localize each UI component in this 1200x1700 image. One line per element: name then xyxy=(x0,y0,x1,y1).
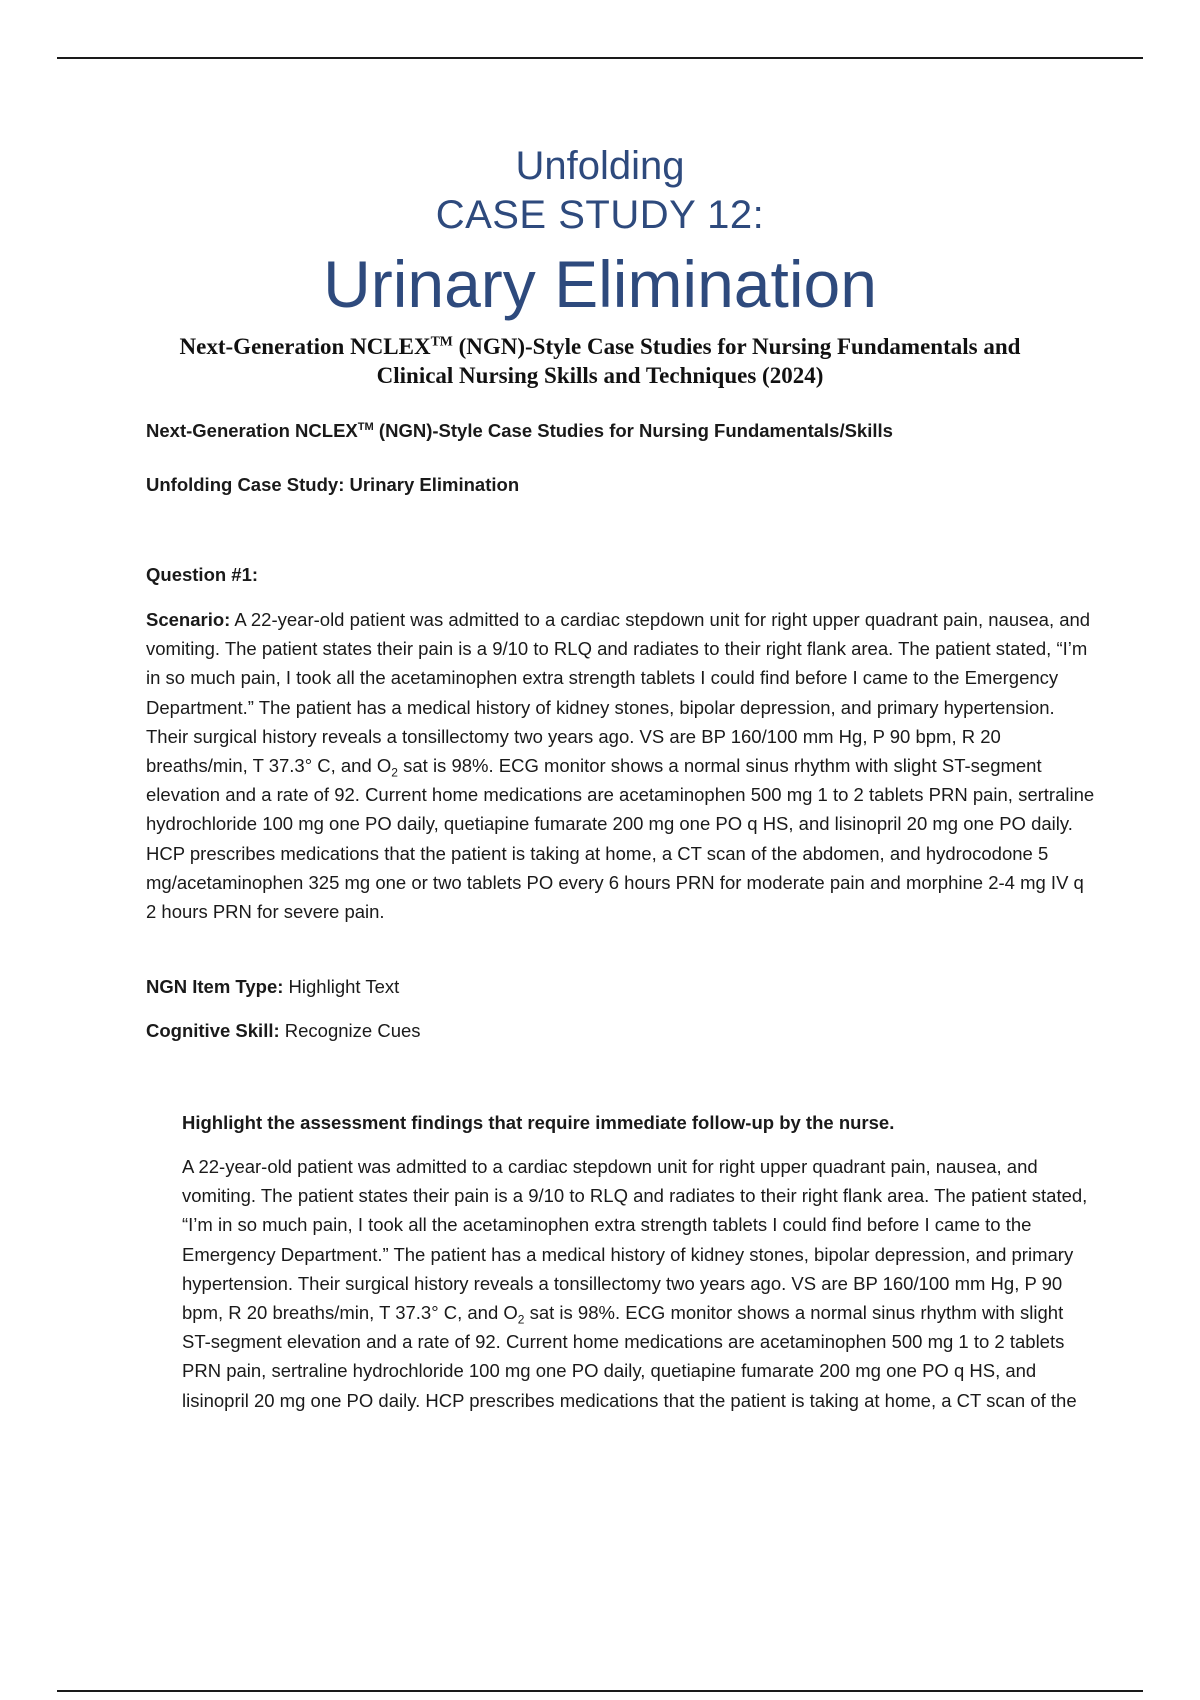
top-rule xyxy=(57,57,1143,59)
subtitle xyxy=(140,332,1060,390)
cognitive-skill-line xyxy=(146,1016,1096,1045)
scenario-text-2: sat is 98%. ECG monitor shows a normal sinus rhythm with slight ST-segment elevation and a rate of 92. Current home medications are acetaminophen 500 mg 1 to 2 tablets PRN pain, sertraline hydrochloride 100 mg one PO daily, quetiapine fumarate 200 mg one PO q HS, and lisinopril 20 mg one PO daily. HCP prescribes medications that the patient is taking at home, a CT scan of the abdomen, and hydrocodone 5 mg/acetaminophen 325 mg one or two tablets PO every 6 hours PRN for moderate pain and morphine 2-4 mg IV q 2 hours PRN for severe pain. xyxy=(146,755,1095,923)
series-heading xyxy=(146,416,1096,445)
passage-o2-sub: 2 xyxy=(517,1312,525,1327)
question-prompt: Highlight the assessment findings that require immediate follow-up by the nurse. xyxy=(182,1112,895,1133)
passage-text-2: sat is 98%. ECG monitor shows a normal sinus rhythm with slight ST-segment elevation and a rate of 92. Current home medications are acetaminophen 500 mg 1 to 2 tablets PRN pain, sertraline hydrochloride 100 mg one PO daily, quetiapine fumarate 200 mg one PO q HS, and lisinopril 20 mg one PO daily. HCP prescribes medications that the patient is taking at home, a CT scan of the xyxy=(182,1302,1077,1411)
scenario-o2-sub: 2 xyxy=(391,765,398,780)
scenario-text-1: A 22-year-old patient was admitted to a cardiac stepdown unit for right upper quadrant pain, nausea, and vomiting. The patient states their pain is a 9/10 to RLQ and radiates to their right flank area. The patient stated, “I’m in so much pain, I took all the acetaminophen extra strength tablets I could find before I came to the Emergency Department.” The patient has a medical history of kidney stones, bipolar depression, and primary hypertension. Their surgical history reveals a tonsillectomy two years ago. VS are BP 160/100 mm Hg, P 90 bpm, R 20 breaths/min, T 37.3° C, and O xyxy=(146,609,1091,777)
case-title: Unfolding Case Study: Urinary Elimination xyxy=(146,474,520,495)
passage-text-1: A 22-year-old patient was admitted to a cardiac stepdown unit for right upper quadrant pain, nausea, and vomiting. The patient states their pain is a 9/10 to RLQ and radiates to their right flank area. The patient stated, “I’m in so much pain, I took all the acetaminophen extra strength tablets I could find before I came to the Emergency Department.” The patient has a medical history of kidney stones, bipolar depression, and primary hypertension. Their surgical history reveals a tonsillectomy two years ago. VS are BP 160/100 mm Hg, P 90 bpm, R 20 breaths/min, T 37.3° C, and O xyxy=(182,1156,1088,1324)
scenario-label: Scenario: xyxy=(146,609,231,630)
title-unfolding: Unfolding xyxy=(515,144,685,188)
title-case-study: CASE STUDY 12: xyxy=(435,193,765,237)
highlight-passage xyxy=(182,1152,1097,1415)
cognitive-skill-value: Recognize Cues xyxy=(279,1020,421,1041)
item-type-value: Highlight Text xyxy=(283,976,400,997)
item-type-label: NGN Item Type: xyxy=(146,976,284,997)
question-number: Question #1: xyxy=(146,564,259,585)
series-part2: (NGN)-Style Case Studies for Nursing Fundamentals/Skills xyxy=(373,420,893,441)
item-type-line xyxy=(146,972,1096,1001)
series-part1: Next-Generation NCLEX xyxy=(146,420,358,441)
series-tm: TM xyxy=(357,420,374,433)
title-block xyxy=(0,142,1200,324)
bottom-rule xyxy=(57,1690,1143,1692)
subtitle-tm: TM xyxy=(430,333,453,349)
scenario-paragraph xyxy=(146,605,1096,926)
subtitle-part2: (NGN)-Style Case Studies for Nursing Fundamentals and Clinical Nursing Skills and Techniques (2024) xyxy=(376,334,1021,388)
cognitive-skill-label: Cognitive Skill: xyxy=(146,1020,280,1041)
subtitle-part1: Next-Generation NCLEX xyxy=(179,334,431,359)
page-title: Urinary Elimination xyxy=(323,247,877,321)
